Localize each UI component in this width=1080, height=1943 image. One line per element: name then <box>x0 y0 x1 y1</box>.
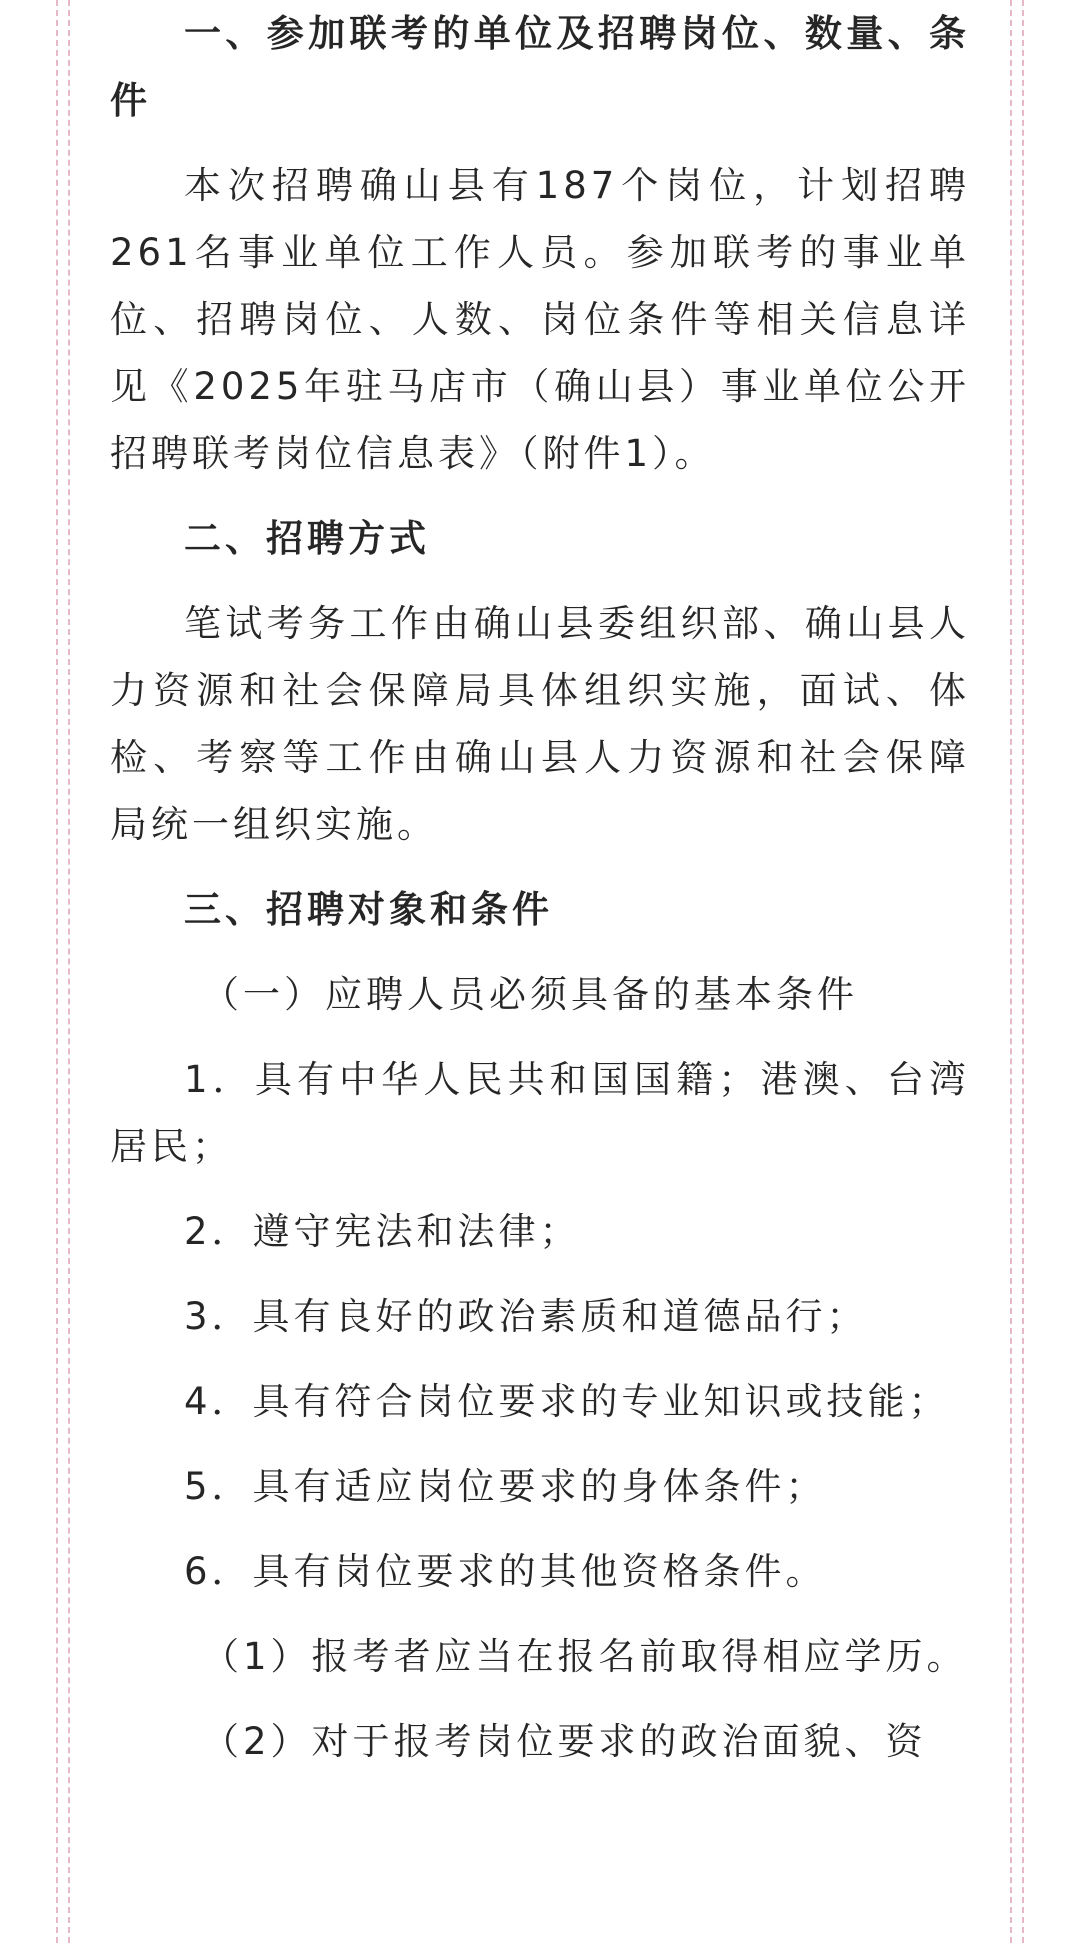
right-decorative-border <box>1010 0 1024 1943</box>
document-body <box>110 0 970 1775</box>
section-heading-3: 三、招聘对象和条件 <box>184 888 553 931</box>
list-item: 3．具有良好的政治素质和道德品行； <box>184 1295 868 1338</box>
paragraph-positions: 本次招聘确山县有187个岗位，计划招聘261名事业单位工作人员。参加联考的事业单位、招聘岗位、人数、岗位条件等相关信息详见《2025年驻马店市（确山县）事业单位公开招聘联考岗位信息表》（附件1）。 <box>110 164 970 475</box>
list-item: （2）对于报考岗位要求的政治面貌、资 <box>202 1720 927 1763</box>
list-item: 1．具有中华人民共和国国籍；港澳、台湾居民； <box>110 1058 970 1168</box>
section-heading-1: 一、参加联考的单位及招聘岗位、数量、条件 <box>110 12 970 122</box>
list-item: 6．具有岗位要求的其他资格条件。 <box>184 1550 827 1593</box>
subsection-heading: （一）应聘人员必须具备的基本条件 <box>202 973 858 1016</box>
list-item: （1）报考者应当在报名前取得相应学历。 <box>202 1635 968 1678</box>
list-item: 5．具有适应岗位要求的身体条件； <box>184 1465 827 1508</box>
list-item: 4．具有符合岗位要求的专业知识或技能； <box>184 1380 950 1423</box>
section-heading-2: 二、招聘方式 <box>184 517 430 560</box>
list-item: 2．遵守宪法和法律； <box>184 1210 581 1253</box>
left-decorative-border <box>56 0 70 1943</box>
paragraph-method: 笔试考务工作由确山县委组织部、确山县人力资源和社会保障局具体组织实施，面试、体检、考察等工作由确山县人力资源和社会保障局统一组织实施。 <box>110 602 970 846</box>
